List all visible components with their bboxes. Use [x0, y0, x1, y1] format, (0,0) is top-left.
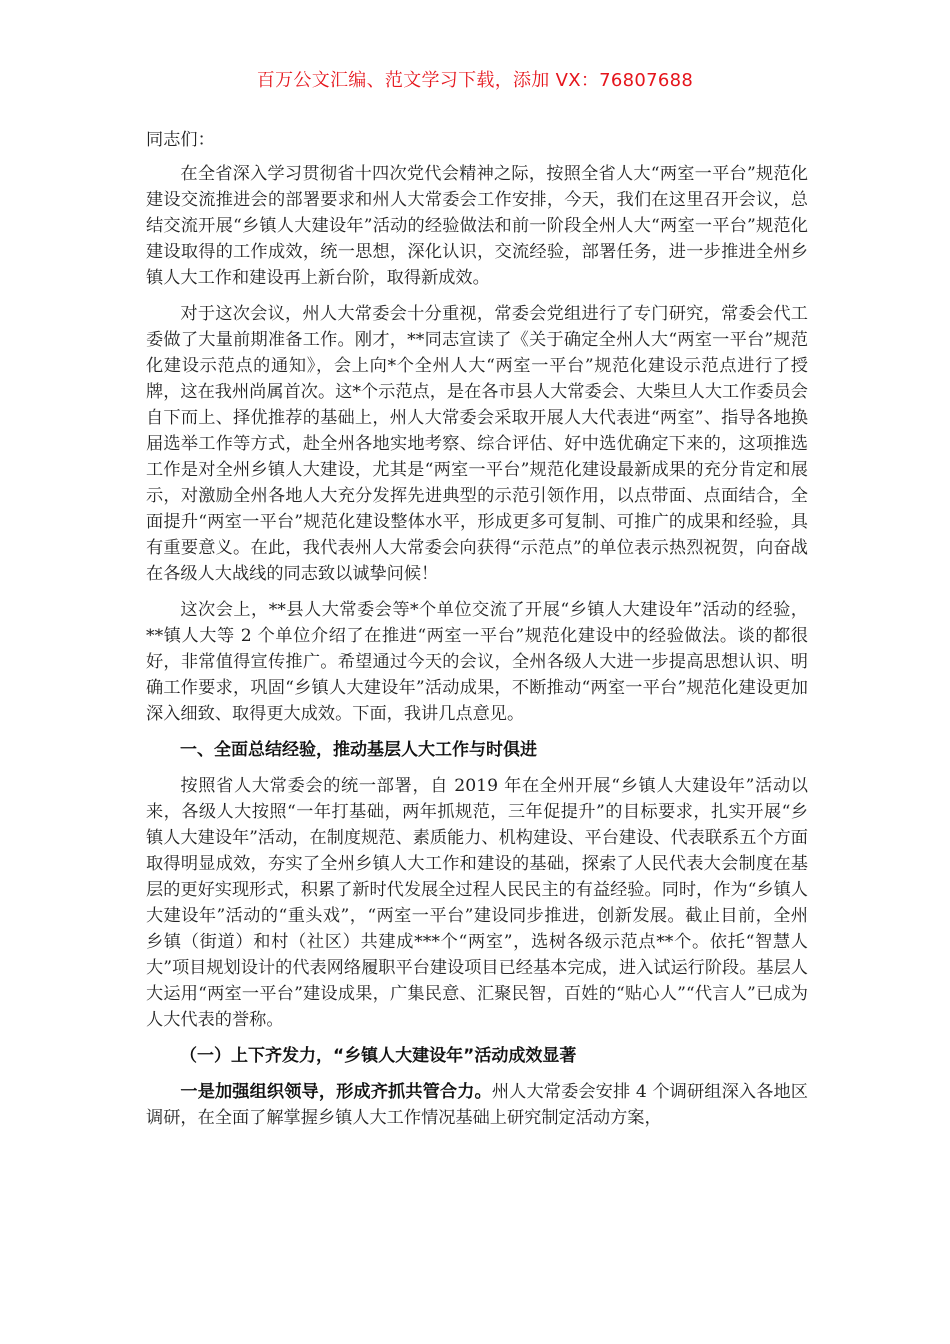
document-body [146, 127, 808, 1141]
paragraph-point-1 [146, 1079, 808, 1131]
salutation: 同志们： [146, 130, 215, 150]
point-1-lead: 一是加强组织领导，形成齐抓共管合力。 [180, 1082, 492, 1102]
paragraph-exchange: 这次会上，**县人大常委会等*个单位交流了开展“乡镇人大建设年”活动的经验，**镇人大等 2 个单位介绍了在推进“两室一平台”规范化建设中的经验做法。谈的都很好，非常值得宣传推广。希望通过今天的会议，全州各级人大进一步提高思想认识、明确工作要求，巩固“乡镇人大建设年”活动成果，不断推动“两室一平台”规范化建设更加深入细致、取得更大成效。下面，我讲几点意见。 [146, 600, 808, 724]
paragraph-summary: 按照省人大常委会的统一部署，自 2019 年在全州开展“乡镇人大建设年”活动以来，各级人大按照“一年打基础，两年抓规范，三年促提升”的目标要求，扎实开展“乡镇人大建设年”活动，在制度规范、素质能力、机构建设、平台建设、代表联系五个方面取得明显成效，夯实了全州乡镇人大工作和建设的基础，探索了人民代表大会制度在基层的更好实现形式，积累了新时代发展全过程人民民主的有益经验。同时，作为“乡镇人大建设年”活动的“重头戏”，“两室一平台”建设同步推进，创新发展。截止目前，全州乡镇（街道）和村（社区）共建成***个“两室”，选树各级示范点**个。依托“智慧人大”项目规划设计的代表网络履职平台建设项目已经基本完成，进入试运行阶段。基层人大运用“两室一平台”建设成果，广集民意、汇聚民智，百姓的“贴心人”“代言人”已成为人大代表的誉称。 [146, 776, 808, 1030]
paragraph-intro: 在全省深入学习贯彻省十四次党代会精神之际，按照全省人大“两室一平台”规范化建设交流推进会的部署要求和州人大常委会工作安排，今天，我们在这里召开会议，总结交流开展“乡镇人大建设年”活动的经验做法和前一阶段全州人大“两室一平台”规范化建设取得的工作成效，统一思想，深化认识，交流经验，部署任务，进一步推进全州乡镇人大工作和建设再上新台阶，取得新成效。 [146, 164, 808, 288]
paragraph-meeting: 对于这次会议，州人大常委会十分重视，常委会党组进行了专门研究，常委会代工委做了大量前期准备工作。刚才，**同志宣读了《关于确定全州人大“两室一平台”规范化建设示范点的通知》，会上向*个全州人大“两室一平台”规范化建设示范点进行了授牌，这在我州尚属首次。这*个示范点，是在各市县人大常委会、大柴旦人大工作委员会自下而上、择优推荐的基础上，州人大常委会采取开展人大代表进“两室”、指导各地换届选举工作等方式，赴全州各地实地考察、综合评估、好中选优确定下来的，这项推选工作是对全州乡镇人大建设，尤其是“两室一平台”规范化建设最新成果的充分肯定和展示，对激励全州各地人大充分发挥先进典型的示范引领作用，以点带面、点面结合，全面提升“两室一平台”规范化建设整体水平，形成更多可复制、可推广的成果和经验，具有重要意义。在此，我代表州人大常委会向获得“示范点”的单位表示热烈祝贺，向奋战在各级人大战线的同志致以诚挚问候！ [146, 304, 808, 584]
point-1-text: 州人大常委会安排 4 个调研组深入各地区调研，在全面了解掌握乡镇人大工作情况基础上研究制定活动方案， [146, 1082, 808, 1128]
subsection-heading-1: （一）上下齐发力，“乡镇人大建设年”活动成效显著 [180, 1046, 577, 1066]
section-heading-1: 一、全面总结经验，推动基层人大工作与时俱进 [180, 740, 537, 760]
download-banner: 百万公文汇编、范文学习下载，添加 VX：76807688 [256, 70, 694, 91]
